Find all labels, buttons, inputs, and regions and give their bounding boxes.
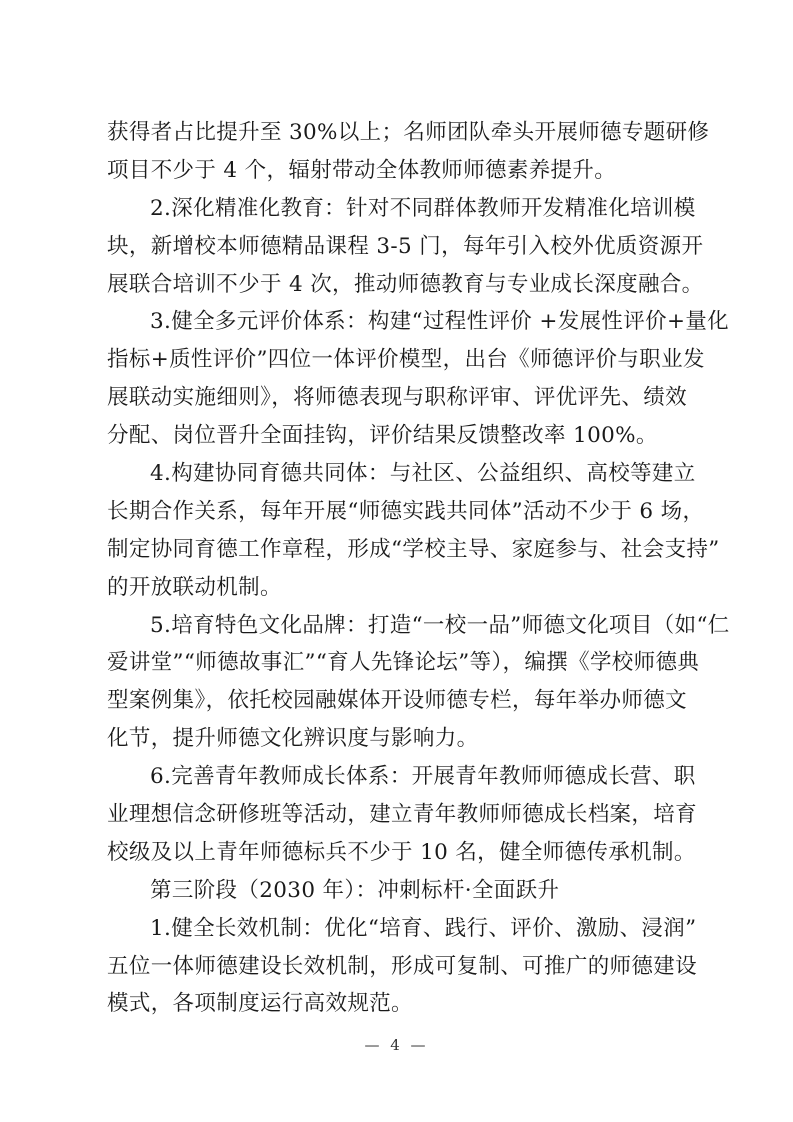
text-line: 模式，各项制度运行高效规范。 bbox=[107, 991, 413, 1017]
paragraph-5-line: 5.培育特色文化品牌：打造“一校一品”师德文化项目（如“仁 bbox=[150, 612, 730, 638]
text-line: 获得者占比提升至 30%以上；名师团队牵头开展师德专题研修 bbox=[107, 120, 710, 145]
text-line: 的开放联动机制。 bbox=[107, 574, 282, 600]
page-number: — 4 — bbox=[364, 1036, 429, 1054]
text-line: 展联动实施细则》，将师德表现与职称评审、评优评先、绩效 bbox=[107, 385, 687, 411]
text-line: 展联合培训不少于 4 次，推动师德教育与专业成长深度融合。 bbox=[107, 271, 704, 297]
text-line: 长期合作关系，每年开展“师德实践共同体”活动不少于 6 场， bbox=[107, 498, 705, 524]
text-line: 校级及以上青年师德标兵不少于 10 名，健全师德传承机制。 bbox=[107, 839, 696, 865]
text-line: 分配、岗位晋升全面挂钩，评价结果反馈整改率 100%。 bbox=[107, 423, 658, 449]
stage-heading: 第三阶段（2030 年）：冲刺标杆·全面跃升 bbox=[150, 877, 560, 903]
text-line: 五位一体师德建设长效机制，形成可复制、可推广的师德建设 bbox=[107, 953, 697, 979]
text-line: 型案例集》，依托校园融媒体开设师德专栏，每年举办师德文 bbox=[107, 688, 687, 714]
paragraph-6-line: 6.完善青年教师成长体系：开展青年教师师德成长营、职 bbox=[150, 764, 696, 790]
text-line: 业理想信念研修班等活动，建立青年教师师德成长档案，培育 bbox=[107, 802, 697, 828]
text-line: 制定协同育德工作章程，形成“学校主导、家庭参与、社会支持” bbox=[107, 536, 720, 562]
paragraph-4-line: 4.构建协同育德共同体：与社区、公益组织、高校等建立 bbox=[150, 461, 696, 487]
paragraph-3-line: 3.健全多元评价体系：构建“过程性评价 +发展性评价+量化 bbox=[150, 309, 730, 335]
text-line: 化节，提升师德文化辨识度与影响力。 bbox=[107, 726, 479, 752]
text-line: 项目不少于 4 个，辐射带动全体教师师德素养提升。 bbox=[107, 157, 617, 183]
paragraph-stage3-1-line: 1.健全长效机制：优化“培育、践行、评价、激励、浸润” bbox=[150, 915, 697, 941]
paragraph-2-line: 2.深化精准化教育：针对不同群体教师开发精准化培训模 bbox=[150, 195, 696, 221]
text-line: 指标+质性评价”四位一体评价模型，出台《师德评价与职业发 bbox=[107, 347, 705, 373]
body-text bbox=[107, 114, 730, 1023]
text-line: 块，新增校本师德精品课程 3-5 门，每年引入校外优质资源开 bbox=[107, 233, 704, 259]
text-line: 爱讲堂”“师德故事汇”“育人先锋论坛”等），编撰《学校师德典 bbox=[107, 650, 700, 676]
